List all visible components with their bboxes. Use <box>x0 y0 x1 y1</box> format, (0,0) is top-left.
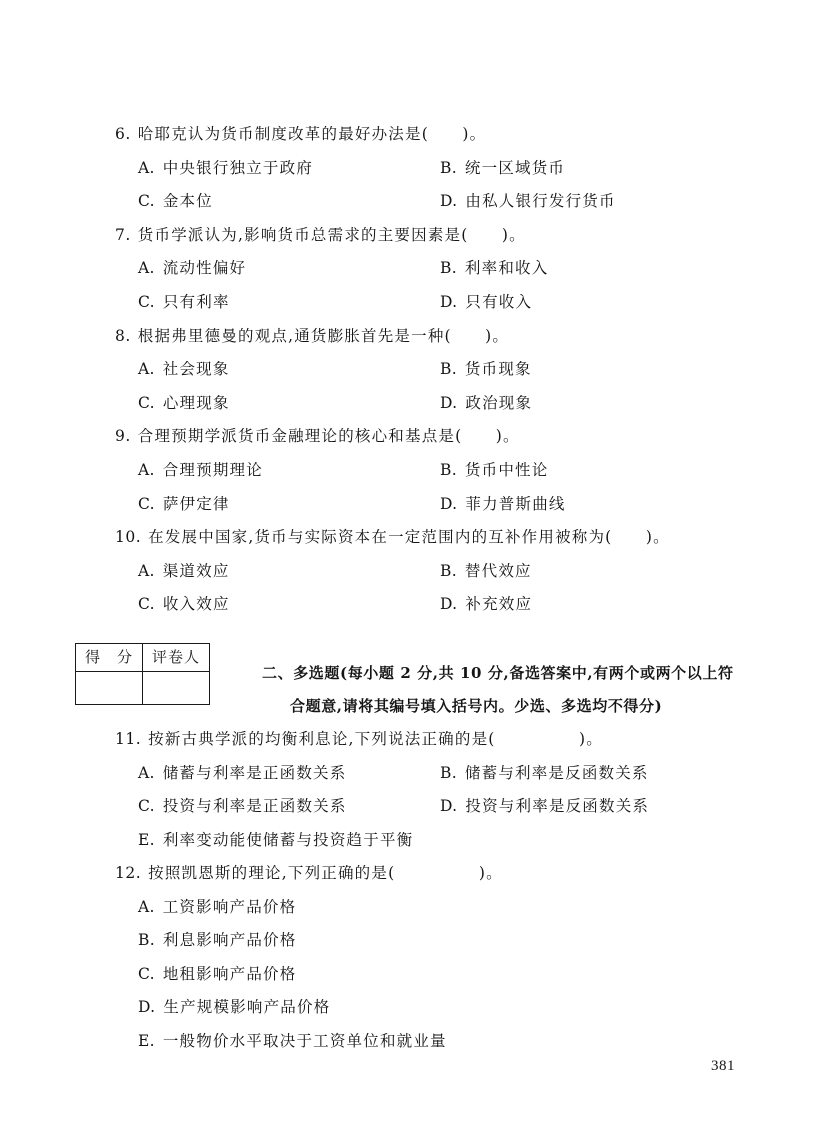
option-c <box>138 958 296 992</box>
question-8-options-row-2 <box>0 387 820 421</box>
option-e <box>138 824 413 858</box>
question-12-option-a-row <box>0 891 820 925</box>
question-9-options-row-1 <box>0 454 820 488</box>
question-12-option-c-row <box>0 958 820 992</box>
option-label: A. <box>138 561 155 580</box>
question-11-options-row-3 <box>0 824 820 858</box>
option-a <box>138 757 346 791</box>
option-a <box>138 152 313 186</box>
option-label: D. <box>440 292 458 311</box>
option-text: 工资影响产品价格 <box>162 897 297 916</box>
page-number: 381 <box>711 1058 735 1074</box>
option-text: 流动性偏好 <box>162 259 247 278</box>
question-number: 12. <box>115 864 142 882</box>
option-label: B. <box>440 259 457 278</box>
option-a <box>138 353 230 387</box>
section-title-line-1: 二、多选题(每小题 2 分,共 10 分,备选答案中,有两个或两个以上符 <box>262 664 734 682</box>
option-label: C. <box>138 192 155 211</box>
option-c <box>138 387 230 421</box>
option-text: 投资与利率是正函数关系 <box>162 797 347 815</box>
option-b <box>440 454 548 488</box>
option-a <box>138 252 246 286</box>
question-12-option-d-row <box>0 991 820 1025</box>
option-text: 补充效应 <box>465 595 533 614</box>
option-b <box>440 252 548 286</box>
option-a <box>138 454 263 488</box>
question-11-options-row-2 <box>0 790 820 824</box>
question-number: 11. <box>115 730 142 748</box>
question-7-stem <box>0 219 820 253</box>
option-text: 利率和收入 <box>464 259 549 278</box>
multiple-choice-questions <box>0 723 820 1058</box>
grader-cell <box>143 672 210 705</box>
option-text: 利率变动能使储蓄与投资趋于平衡 <box>162 830 414 849</box>
question-text: 按照凯恩斯的理论,下列正确的是( )。 <box>148 864 503 882</box>
option-b <box>440 353 532 387</box>
option-a <box>138 891 296 925</box>
question-9-stem <box>0 420 820 454</box>
option-text: 中央银行独立于政府 <box>162 158 314 177</box>
option-text: 地租影响产品价格 <box>162 964 297 983</box>
option-label: C. <box>138 393 155 412</box>
question-number: 8. <box>115 326 131 345</box>
question-6-options-row-1 <box>0 152 820 186</box>
option-text: 生产规模影响产品价格 <box>163 998 331 1016</box>
option-label: B. <box>440 460 457 479</box>
option-label: C. <box>138 797 155 815</box>
question-12-option-e-row <box>0 1025 820 1059</box>
option-label: A. <box>138 460 155 479</box>
option-d <box>440 286 532 320</box>
option-label: D. <box>440 393 458 412</box>
question-9-options-row-2 <box>0 488 820 522</box>
option-text: 投资与利率是反函数关系 <box>465 797 650 815</box>
option-text: 收入效应 <box>162 595 230 614</box>
question-text: 货币学派认为,影响货币总需求的主要因素是( )。 <box>137 225 526 244</box>
option-text: 储蓄与利率是正函数关系 <box>162 763 347 782</box>
option-text: 萨伊定律 <box>162 494 230 513</box>
option-d <box>440 488 566 522</box>
option-text: 货币中性论 <box>464 460 549 479</box>
option-label: A. <box>138 763 155 782</box>
question-10-options-row-1 <box>0 555 820 589</box>
option-label: D. <box>440 494 458 513</box>
question-number: 10. <box>115 528 142 547</box>
option-label: B. <box>440 158 457 177</box>
question-8-stem <box>0 320 820 354</box>
option-c <box>138 790 347 824</box>
option-e <box>138 1025 447 1059</box>
option-d <box>440 588 532 622</box>
option-d <box>440 185 616 219</box>
option-label: E. <box>138 1031 155 1050</box>
question-7-options-row-1 <box>0 252 820 286</box>
option-label: A. <box>138 897 155 916</box>
option-text: 合理预期理论 <box>162 460 263 479</box>
question-11-options-row-1 <box>0 757 820 791</box>
option-text: 替代效应 <box>464 561 532 580</box>
option-text: 只有利率 <box>162 292 230 311</box>
option-d <box>440 790 649 824</box>
question-text: 在发展中国家,货币与实际资本在一定范围内的互补作用被称为( )。 <box>148 528 670 547</box>
question-8-options-row-1 <box>0 353 820 387</box>
option-label: A. <box>138 360 155 379</box>
option-text: 渠道效应 <box>162 561 230 580</box>
grader-label: 评卷人 <box>143 644 210 672</box>
question-10-stem <box>0 521 820 555</box>
option-text: 储蓄与利率是反函数关系 <box>464 763 649 782</box>
question-text: 按新古典学派的均衡利息论,下列说法正确的是( )。 <box>148 730 603 748</box>
question-6-stem <box>0 118 820 152</box>
option-d <box>440 387 532 421</box>
question-text: 合理预期学派货币金融理论的核心和基点是( )。 <box>137 427 520 446</box>
question-10-options-row-2 <box>0 588 820 622</box>
option-label: A. <box>138 259 155 278</box>
option-text: 金本位 <box>162 192 213 211</box>
score-cell <box>76 672 143 705</box>
score-label: 得 分 <box>76 644 143 672</box>
option-b <box>440 152 565 186</box>
option-text: 心理现象 <box>162 393 230 412</box>
option-label: A. <box>138 158 155 177</box>
option-text: 只有收入 <box>465 292 533 311</box>
option-label: D. <box>440 797 458 815</box>
option-label: D. <box>440 192 458 211</box>
option-label: D. <box>138 998 156 1016</box>
option-label: E. <box>138 830 155 849</box>
question-6-options-row-2 <box>0 185 820 219</box>
option-text: 货币现象 <box>464 360 532 379</box>
option-label: B. <box>440 360 457 379</box>
option-label: C. <box>138 964 155 983</box>
option-label: C. <box>138 494 155 513</box>
question-number: 6. <box>115 125 131 143</box>
option-label: C. <box>138 595 155 614</box>
option-label: D. <box>440 595 458 614</box>
option-b <box>138 924 297 958</box>
option-a <box>138 555 230 589</box>
option-label: B. <box>440 561 457 580</box>
section-title-line-2: 合题意,请将其编号填入括号内。少选、多选均不得分) <box>290 697 663 715</box>
option-text: 菲力普斯曲线 <box>465 494 566 513</box>
option-c <box>138 286 230 320</box>
question-7-options-row-2 <box>0 286 820 320</box>
question-text: 根据弗里德曼的观点,通货膨胀首先是一种( )。 <box>137 326 510 345</box>
option-text: 统一区域货币 <box>464 158 566 177</box>
option-b <box>440 757 649 791</box>
option-d <box>138 991 330 1025</box>
option-text: 由私人银行发行货币 <box>465 192 616 211</box>
option-label: B. <box>138 931 155 949</box>
option-c <box>138 488 230 522</box>
option-b <box>440 555 532 589</box>
option-text: 利息影响产品价格 <box>162 931 297 949</box>
score-box <box>75 643 210 705</box>
option-text: 社会现象 <box>162 360 230 379</box>
option-label: B. <box>440 763 457 782</box>
question-11-stem <box>0 723 820 757</box>
option-label: C. <box>138 292 155 311</box>
option-text: 一般物价水平取决于工资单位和就业量 <box>162 1031 447 1050</box>
option-text: 政治现象 <box>465 393 533 412</box>
question-12-option-b-row <box>0 924 820 958</box>
option-c <box>138 185 213 219</box>
question-number: 7. <box>115 225 131 244</box>
option-c <box>138 588 230 622</box>
question-12-stem <box>0 857 820 891</box>
question-number: 9. <box>115 427 131 446</box>
question-text: 哈耶克认为货币制度改革的最好办法是( )。 <box>137 125 487 143</box>
single-choice-questions <box>0 118 820 622</box>
